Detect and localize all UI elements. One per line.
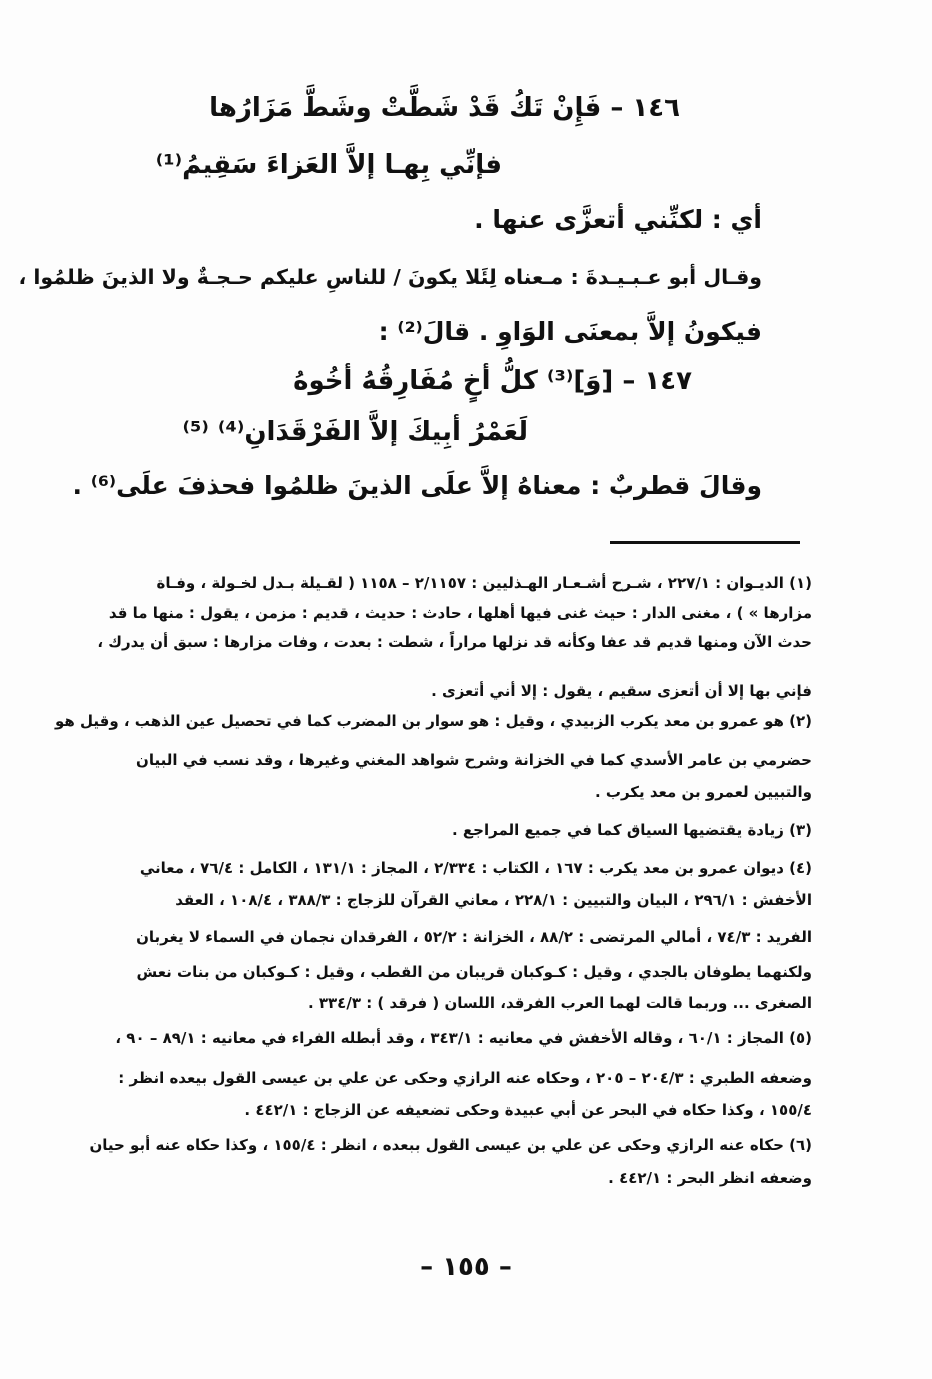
footnote-5-line-1: (٥) المجاز : ٦٠/١ ، وقاله الأخفش في معانيه : ٣٤٣/١ ، وقد أبطله الفراء في معانيه : ٨٩/١ – ٩٠ ، xyxy=(115,1029,812,1047)
verse-147-line-2: لَعَمْرُ أبِيكَ إلاَّ الفَرْقَدَانِ⁽⁴⁾ ⁽⁵⁾ xyxy=(182,417,528,447)
footnote-2-line-3: والتبيين لعمرو بن معد يكرب . xyxy=(594,783,812,801)
verse-146-line-2: فإنِّي بِهـا إلاَّ العَزاءَ سَقِيمُ⁽¹⁾ xyxy=(155,150,502,180)
footnote-5-line-3: ١٥٥/٤ ، وكذا حكاه في البحر عن أبي عبيدة وحكى تضعيفه عن الزجاج : ٤٤٢/١ . xyxy=(244,1101,812,1119)
page-number: – ١٥٥ – xyxy=(420,1252,512,1282)
paragraph-1-line-2: فيكونُ إلاَّ بمعنَى الوَاوِ . قالَ⁽²⁾ : xyxy=(378,317,762,346)
footnote-1-line-2: مزارها » ) ، مغنى الدار : حيث غنى فيها أهلها ، حادث : حديث ، قديم : مزمن ، يقول : منها ما قد xyxy=(108,604,812,622)
footnote-1-line-3: حدث الآن ومنها قديم قد عفا وكأنه قد نزلها مراراً ، شطت : بعدت ، وفات مزارها : سبق أن يدرك ، xyxy=(97,633,812,651)
verse-146-line-1: ١٤٦ – فَإِنْ تَكُ قَدْ شَطَّتْ وشَطَّ مَزَارُها xyxy=(209,93,680,123)
footnote-6-line-2: وضعفه انظر البحر : ٤٤٢/١ . xyxy=(608,1169,812,1187)
footnote-5-line-2: وضعفه الطبري : ٢٠٤/٣ – ٢٠٥ ، وحكاه عنه الرازي وحكى عن علي بن عيسى القول بيعده انظر : xyxy=(118,1069,812,1087)
verse-147-line-1: ١٤٧ – [وَ]⁽³⁾ كلُّ أخٍ مُفَارِقُهُ أخُوهُ xyxy=(293,366,692,396)
paragraph-1-line-1: وقـال أبو عـبـيـدةَ : مـعناه لِئَلا يكونَ / للناسِ عليكم حـجـةٌ ولا الذينَ ظلمُوا ، xyxy=(18,265,762,289)
footnote-1-line-4: فإني بها إلا أن أتعزى سقيم ، يقول : إلا أني أتعزى . xyxy=(431,682,812,700)
footnote-4-line-1: (٤) ديوان عمرو بن معد يكرب : ١٦٧ ، الكتاب : ٢/٣٣٤ ، المجاز : ١٣١/١ ، الكامل : ٧٦/٤ ، معاني xyxy=(139,859,812,877)
footnote-6-line-1: (٦) حكاه عنه الرازي وحكى عن علي بن عيسى القول ببعده ، انظر : ١٥٥/٤ ، وكذا حكاه عنه أبو حيان xyxy=(89,1136,812,1154)
footnote-1-line-1: (١) الديـوان : ٢٢٧/١ ، شـرح أشـعـار الهـذليين : ٢/١١٥٧ – ١١٥٨ ( لقـيلة بـدل لخـولة ، وفـاة xyxy=(156,574,812,592)
footnote-4-line-4: ولكنهما يطوفان بالجدي ، وقيل : كـوكبان قريبان من القطب ، وقيل : كـوكبان من بنات نعش xyxy=(136,963,812,981)
footnote-separator xyxy=(610,541,800,544)
footnote-2-line-1: (٢) هو عمرو بن معد يكرب الزبيدي ، وقيل : هو سوار بن المضرب كما في تحصيل عين الذهب ، وقيل هو xyxy=(54,712,812,730)
gloss-line: أي : لكنِّني أتعزَّى عنها . xyxy=(474,205,762,234)
footnote-4-line-2: الأخفش : ٢٩٦/١ ، البيان والتبيين : ٢٢٨/١ ، معاني القرآن للزجاج : ٣٨٨/٣ ، ١٠٨/٤ ، العقد xyxy=(175,891,812,909)
paragraph-2: وقالَ قطربٌ : معناهُ إلاَّ علَى الذينَ ظلمُوا فحذفَ علَى⁽⁶⁾ . xyxy=(72,471,762,500)
footnote-4-line-5: الصغرى ... وربما قالت لهما العرب الفرقد، اللسان ( فرقد ) : ٣٣٤/٣ . xyxy=(307,994,812,1012)
footnote-3-line-1: (٣) زيادة يقتضيها السياق كما في جميع المراجع . xyxy=(452,821,812,839)
footnote-4-line-3: الفريد : ٧٤/٣ ، أمالي المرتضى : ٨٨/٢ ، الخزانة : ٥٢/٢ ، الفرقدان نجمان في السماء لا يغربان xyxy=(136,928,812,946)
footnote-2-line-2: حضرمي بن عامر الأسدي كما في الخزانة وشرح شواهد المغني وغيرها ، وقد نسب في البيان xyxy=(136,751,812,769)
